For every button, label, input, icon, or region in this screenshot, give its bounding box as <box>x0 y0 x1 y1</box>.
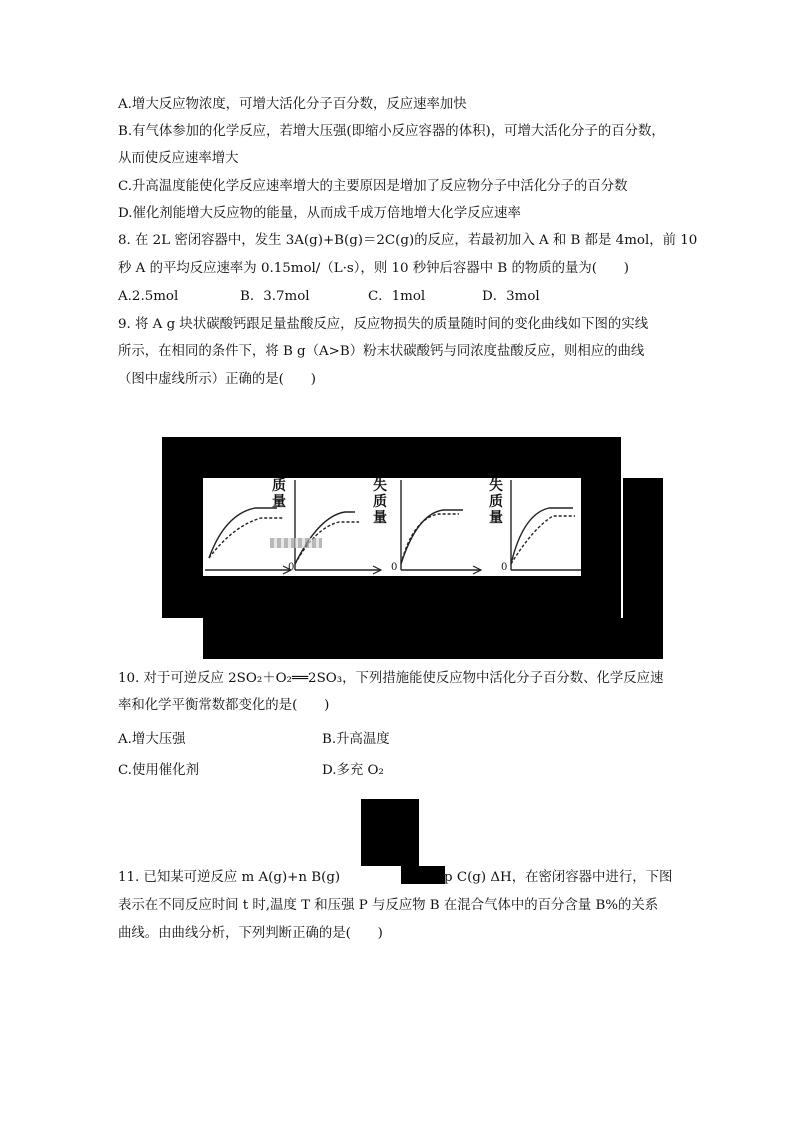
q10-option-b: B.升高温度 <box>322 732 390 747</box>
redaction-block-left <box>162 478 203 576</box>
graph-panel-2-svg <box>293 478 383 576</box>
origin-label: 0 <box>288 562 295 573</box>
option-d-text: D.催化剂能增大反应物的能量，从而成千成万倍地增大化学反应速率 <box>118 206 521 221</box>
redaction-block-bottom <box>162 576 621 618</box>
question-10-text-cont: 率和化学平衡常数都变化的是( ) <box>118 698 330 713</box>
question-11-text-cont: 表示在不同反应时间 t 时,温度 T 和压强 P 与反应物 B 在混合气体中的百分含量 B%的关系 <box>118 898 659 913</box>
q10-option-a: A.增大压强 <box>118 732 186 747</box>
graph-panel-4-ylabel <box>487 478 505 526</box>
graph-panel-2 <box>293 478 383 576</box>
ylabel-char: 质 <box>373 494 387 510</box>
ylabel-char: 失 <box>373 478 387 494</box>
question-9-text-cont: 所示，在相同的条件下，将 B g（A>B）粉末状碳酸钙与同浓度盐酸反应，则相应的曲线 <box>118 344 645 359</box>
question-11-text: 11. 已知某可逆反应 m A(g)+n B(g) <box>118 870 341 885</box>
blurred-region <box>270 538 322 548</box>
q10-option-d: D.多充 O₂ <box>322 763 384 778</box>
ylabel-char: 量 <box>373 510 387 526</box>
q8-option-d: D．3mol <box>482 289 540 304</box>
graph-panel-3 <box>373 478 483 576</box>
question-9-text: 9. 将 A g 块状碳酸钙跟足量盐酸反应，反应物损失的质量随时间的变化曲线如下图的实线 <box>118 317 649 332</box>
question-8-text-cont: 秒 A 的平均反应速率为 0.15mol/（L·s），则 10 秒钟后容器中 B 的物质的量为( ) <box>118 261 630 276</box>
question-9-text-cont2: （图中虚线所示）正确的是( ) <box>118 372 316 387</box>
graph-panel-4 <box>483 478 581 576</box>
graph-panel-3-svg <box>383 478 483 576</box>
option-b-text: B.有气体参加的化学反应，若增大压强(即缩小反应容器的体积)，可增大活化分子的百分数， <box>118 124 665 139</box>
graph-panel-3-ylabel <box>371 478 389 526</box>
question-11-text-cont2: 曲线。由曲线分析，下列判断正确的是( ) <box>118 926 383 941</box>
graph-panel-2-ylabel <box>270 478 288 510</box>
redaction-block-q11-lower <box>401 866 445 884</box>
q8-option-a: A.2.5mol <box>118 289 179 304</box>
redaction-block-q11-upper <box>361 799 419 866</box>
option-c-text: C.升高温度能使化学反应速率增大的主要原因是增加了反应物分子中活化分子的百分数 <box>118 179 628 194</box>
q8-option-b: B．3.7mol <box>240 289 310 304</box>
option-a-text: A.增大反应物浓度，可增大活化分子百分数，反应速率加快 <box>118 97 467 112</box>
ylabel-char: 质 <box>489 494 503 510</box>
question-11-text-after-arrow: p C(g) ΔH，在密闭容器中进行，下图 <box>444 870 673 885</box>
redaction-block-bottom-lower <box>203 618 663 659</box>
q10-option-c: C.使用催化剂 <box>118 763 199 778</box>
ylabel-char: 质 <box>272 478 286 494</box>
question-8-text: 8. 在 2L 密闭容器中，发生 3A(g)+B(g)＝2C(g)的反应，若最初加入 A 和 B 都是 4mol，前 10 <box>118 233 698 248</box>
redaction-block-right-outer <box>623 478 663 618</box>
question-10-text: 10. 对于可逆反应 2SO₂＋O₂══2SO₃，下列措施能使反应物中活化分子百分数、化学反应速 <box>118 671 664 686</box>
origin-label: 0 <box>391 562 398 573</box>
ylabel-char: 失 <box>489 478 503 494</box>
ylabel-char: 量 <box>272 494 286 510</box>
option-b-text-cont: 从而使反应速率增大 <box>118 151 239 166</box>
ylabel-char: 量 <box>489 510 503 526</box>
q8-option-c: C．1mol <box>368 289 426 304</box>
redaction-block-top <box>162 437 621 478</box>
origin-label: 0 <box>501 562 508 573</box>
redaction-block-right <box>581 478 621 576</box>
